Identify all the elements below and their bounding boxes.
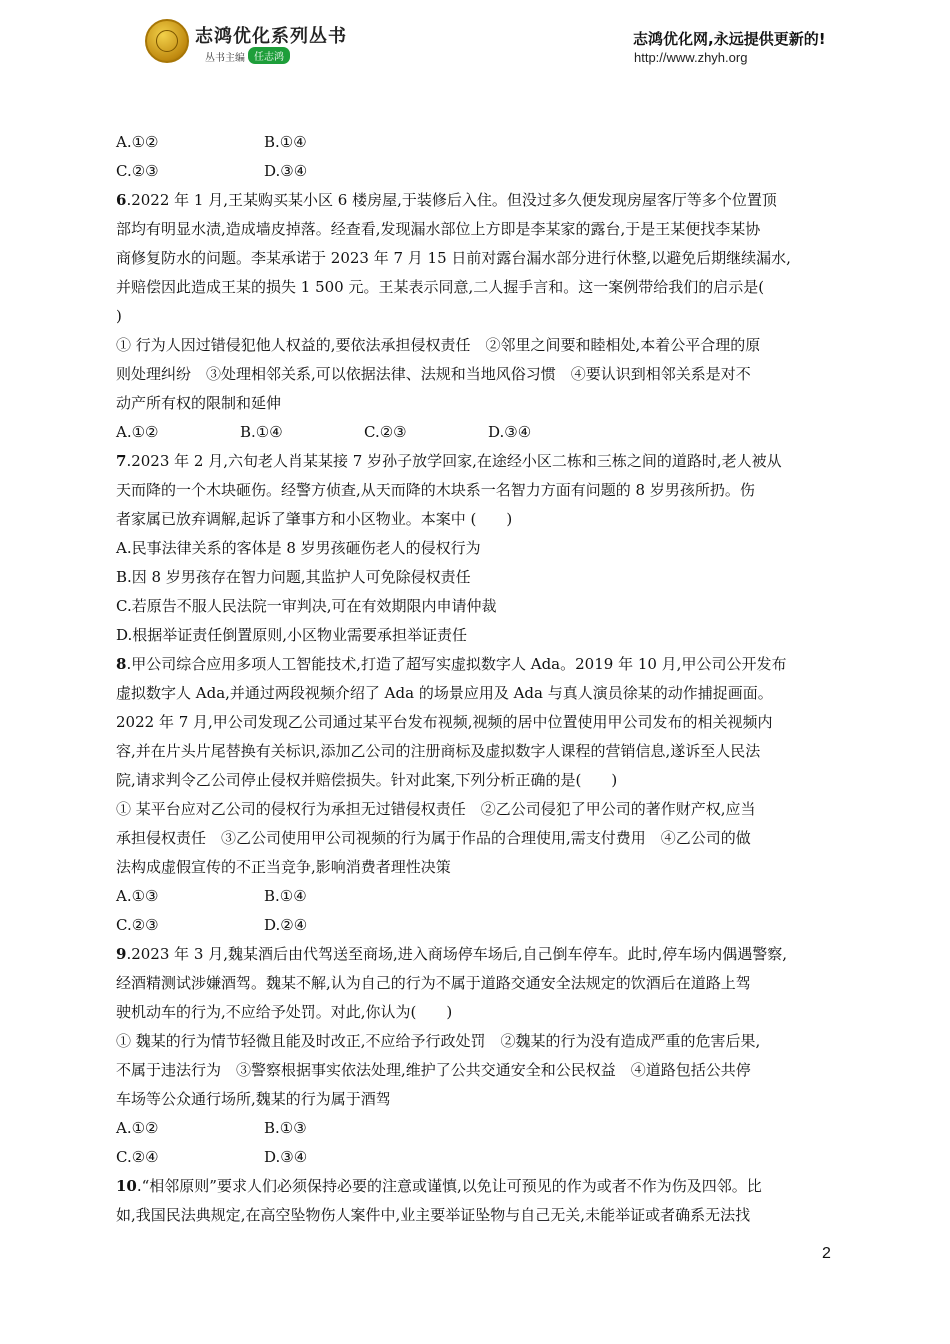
q7-stem-line <box>116 447 836 476</box>
q6-stem-line: ) <box>116 307 122 325</box>
q10-stem-text: .“相邻原则”要求人们必须保持必要的注意或谨慎,以免让可预见的作为或者不作为伤及四邻。比 <box>136 1177 762 1195</box>
series-subtitle: 丛书主编 <box>205 53 245 64</box>
q6-option-d: D.③④ <box>488 423 532 441</box>
q6-option-b: B.①④ <box>240 423 283 441</box>
q8-option-d: D.②④ <box>264 916 308 934</box>
q6-stem-line <box>116 186 836 215</box>
q9-option-c: C.②④ <box>116 1148 159 1166</box>
q6-statement-line: 则处理纠纷 ③处理相邻关系,可以依据法律、法规和当地风俗习惯 ④要认识到相邻关系是对不 <box>116 365 751 383</box>
header-slogan: 志鸿优化网,永远提供更新的! <box>633 30 826 48</box>
q8-statement-line: 法构成虚假宣传的不正当竞争,影响消费者理性决策 <box>116 858 451 876</box>
q6-number: 6 <box>116 191 127 209</box>
q6-stem-text: .2022 年 1 月,王某购买某小区 6 楼房屋,于装修后入住。但没过多久便发现房屋客厅等多个位置顶 <box>126 191 777 209</box>
q10-stem-line: 如,我国民法典规定,在高空坠物伤人案件中,业主要举证坠物与自己无关,未能举证或者确系无法找 <box>116 1206 751 1224</box>
q8-number: 8 <box>116 655 127 673</box>
q5-options-row-1 <box>116 128 836 157</box>
q9-statement-line: 不属于违法行为 ③警察根据事实依法处理,维护了公共交通安全和公民权益 ④道路包括公共停 <box>116 1061 751 1079</box>
q8-options-row-1 <box>116 882 836 911</box>
q6-statement-line: ① 行为人因过错侵犯他人权益的,要依法承担侵权责任 ②邻里之间要和睦相处,本着公平合理的原 <box>116 336 761 354</box>
q7-stem-line: 者家属已放弃调解,起诉了肇事方和小区物业。本案中 ( ) <box>116 510 513 528</box>
document-body <box>116 128 836 1230</box>
q8-stem-line: 2022 年 7 月,甲公司发现乙公司通过某平台发布视频,视频的居中位置使用甲公司发布的相关视频内 <box>116 713 773 731</box>
q9-stem-text: .2023 年 3 月,魏某酒后由代驾送至商场,进入商场停车场后,自己倒车停车。此时,停车场内偶遇警察, <box>126 945 788 963</box>
q8-options-row-2 <box>116 911 836 940</box>
q9-option-d: D.③④ <box>264 1148 308 1166</box>
q9-statement-line: ① 魏某的行为情节轻微且能及时改正,不应给予行政处罚 ②魏某的行为没有造成严重的危害后果, <box>116 1032 761 1050</box>
q7-stem-line: 天而降的一个木块砸伤。经警方侦查,从天而降的木块系一名智力方面有问题的 8 岁男孩所扔。伤 <box>116 481 755 499</box>
q10-stem-line <box>116 1172 836 1201</box>
q9-stem-line <box>116 940 836 969</box>
q8-statement-line: ① 某平台应对乙公司的侵权行为承担无过错侵权责任 ②乙公司侵犯了甲公司的著作财产权,应当 <box>116 800 756 818</box>
series-title: 志鸿优化系列丛书 <box>195 26 347 47</box>
q7-option-a: A.民事法律关系的客体是 8 岁男孩砸伤老人的侵权行为 <box>116 539 481 557</box>
q7-number: 7 <box>116 452 127 470</box>
q9-number: 9 <box>116 945 127 963</box>
q8-stem-line <box>116 650 836 679</box>
q9-options-row-1 <box>116 1114 836 1143</box>
page-number: 2 <box>822 1245 831 1262</box>
q6-stem-line: 并赔偿因此造成王某的损失 1 500 元。王某表示同意,二人握手言和。这一案例带给我们的启示是( <box>116 278 765 296</box>
series-editor-badge: 任志鸿 <box>248 47 290 64</box>
q6-stem-line: 商修复防水的问题。李某承诺于 2023 年 7 月 15 日前对露台漏水部分进行休整,以避免后期继续漏水, <box>116 249 791 267</box>
q6-stem-line: 部均有明显水渍,造成墙皮掉落。经查看,发现漏水部位上方即是李某家的露台,于是王某便找李某协 <box>116 220 761 238</box>
q6-options-row <box>116 418 836 447</box>
q8-stem-line: 院,请求判令乙公司停止侵权并赔偿损失。针对此案,下列分析正确的是( ) <box>116 771 618 789</box>
q7-option-b: B.因 8 岁男孩存在智力问题,其监护人可免除侵权责任 <box>116 568 471 586</box>
q5-option-c: C.②③ <box>116 162 159 180</box>
q6-statement-line: 动产所有权的限制和延伸 <box>116 394 282 412</box>
q8-option-a: A.①③ <box>116 887 159 905</box>
q6-option-a: A.①② <box>116 423 159 441</box>
q5-options-row-2 <box>116 157 836 186</box>
series-logo-icon <box>145 19 189 63</box>
q8-stem-line: 容,并在片头片尾替换有关标识,添加乙公司的注册商标及虚拟数字人课程的营销信息,遂诉至人民法 <box>116 742 761 760</box>
q8-statement-line: 承担侵权责任 ③乙公司使用甲公司视频的行为属于作品的合理使用,需支付费用 ④乙公司的做 <box>116 829 751 847</box>
q9-option-a: A.①② <box>116 1119 159 1137</box>
q9-option-b: B.①③ <box>264 1119 307 1137</box>
q9-statement-line: 车场等公众通行场所,魏某的行为属于酒驾 <box>116 1090 391 1108</box>
q8-stem-line: 虚拟数字人 Ada,并通过两段视频介绍了 Ada 的场景应用及 Ada 与真人演员徐某的动作捕捉画面。 <box>116 684 773 702</box>
q8-option-c: C.②③ <box>116 916 159 934</box>
q5-option-d: D.③④ <box>264 162 308 180</box>
q8-option-b: B.①④ <box>264 887 307 905</box>
q8-stem-text: .甲公司综合应用多项人工智能技术,打造了超写实虚拟数字人 Ada。2019 年 10 月,甲公司公开发布 <box>126 655 787 673</box>
q7-option-d: D.根据举证责任倒置原则,小区物业需要承担举证责任 <box>116 626 468 644</box>
page-header <box>0 0 950 90</box>
q5-option-a: A.①② <box>116 133 159 151</box>
q9-stem-line: 驶机动车的行为,不应给予处罚。对此,你认为( ) <box>116 1003 453 1021</box>
q9-stem-line: 经酒精测试涉嫌酒驾。魏某不解,认为自己的行为不属于道路交通安全法规定的饮酒后在道路上驾 <box>116 974 751 992</box>
q9-options-row-2 <box>116 1143 836 1172</box>
q7-option-c: C.若原告不服人民法院一审判决,可在有效期限内申请仲裁 <box>116 597 497 615</box>
q7-stem-text: .2023 年 2 月,六旬老人肖某某接 7 岁孙子放学回家,在途经小区二栋和三栋之间的道路时,老人被从 <box>126 452 782 470</box>
q6-option-c: C.②③ <box>364 423 407 441</box>
q10-number: 10 <box>116 1177 137 1195</box>
q5-option-b: B.①④ <box>264 133 307 151</box>
header-url: http://www.zhyh.org <box>634 50 748 65</box>
